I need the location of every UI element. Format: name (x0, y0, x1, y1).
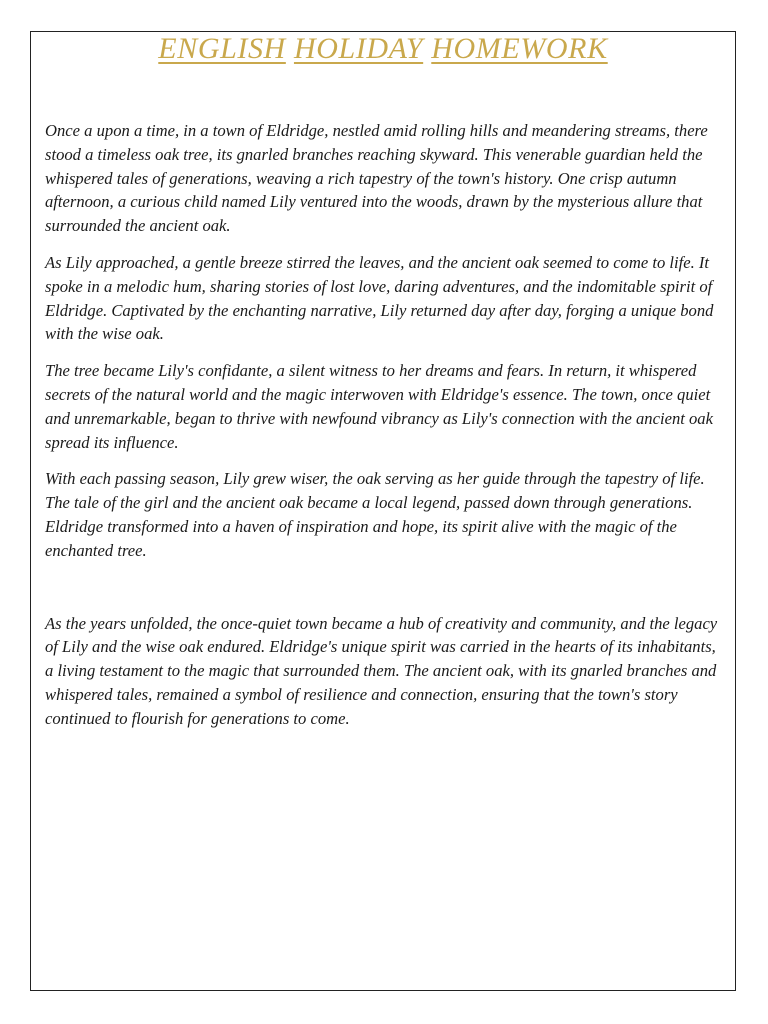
story-body (45, 119, 725, 744)
title-word-english: ENGLISH (158, 32, 286, 65)
paragraph-1: Once a upon a time, in a town of Eldridge, nestled amid rolling hills and meandering streams, there stood a timeless oak tree, its gnarled branches reaching skyward. This venerable guardian held the whispered tales of generations, weaving a rich tapestry of the town's history. One crisp autumn afternoon, a curious child named Lily ventured into the woods, drawn by the mysterious allure that surrounded the ancient oak. (45, 121, 708, 236)
paragraph-3: The tree became Lily's confidante, a silent witness to her dreams and fears. In return, it whispered secrets of the natural world and the magic interwoven with Eldridge's essence. The town, once quiet and unremarkable, began to thrive with newfound vibrancy as Lily's connection with the ancient oak spread its influence. (45, 361, 713, 452)
paragraph-5: As the years unfolded, the once-quiet town became a hub of creativity and community, and the legacy of Lily and the wise oak endured. Eldridge's unique spirit was carried in the hearts of its inhabitants, a living testament to the magic that surrounded them. The ancient oak, with its gnarled branches and whispered tales, remained a symbol of resilience and connection, ensuring that the town's story continued to flourish for generations to come. (45, 613, 718, 728)
title-word-homework: HOMEWORK (431, 32, 608, 65)
paragraph-2: As Lily approached, a gentle breeze stirred the leaves, and the ancient oak seemed to come to life. It spoke in a melodic hum, sharing stories of lost love, daring adventures, and the indomitable spirit of Eldridge. Captivated by the enchanting narrative, Lily returned day after day, forging a unique bond with the wise oak. (45, 252, 714, 344)
title-word-holiday: HOLIDAY (293, 32, 424, 65)
document-title (30, 30, 736, 68)
paragraph-4: With each passing season, Lily grew wiser, the oak serving as her guide through the tapestry of life. The tale of the girl and the ancient oak became a local legend, passed down through generations. Eldridge transformed into a haven of inspiration and hope, its spirit alive with the magic of the enchanted tree. (45, 469, 705, 560)
